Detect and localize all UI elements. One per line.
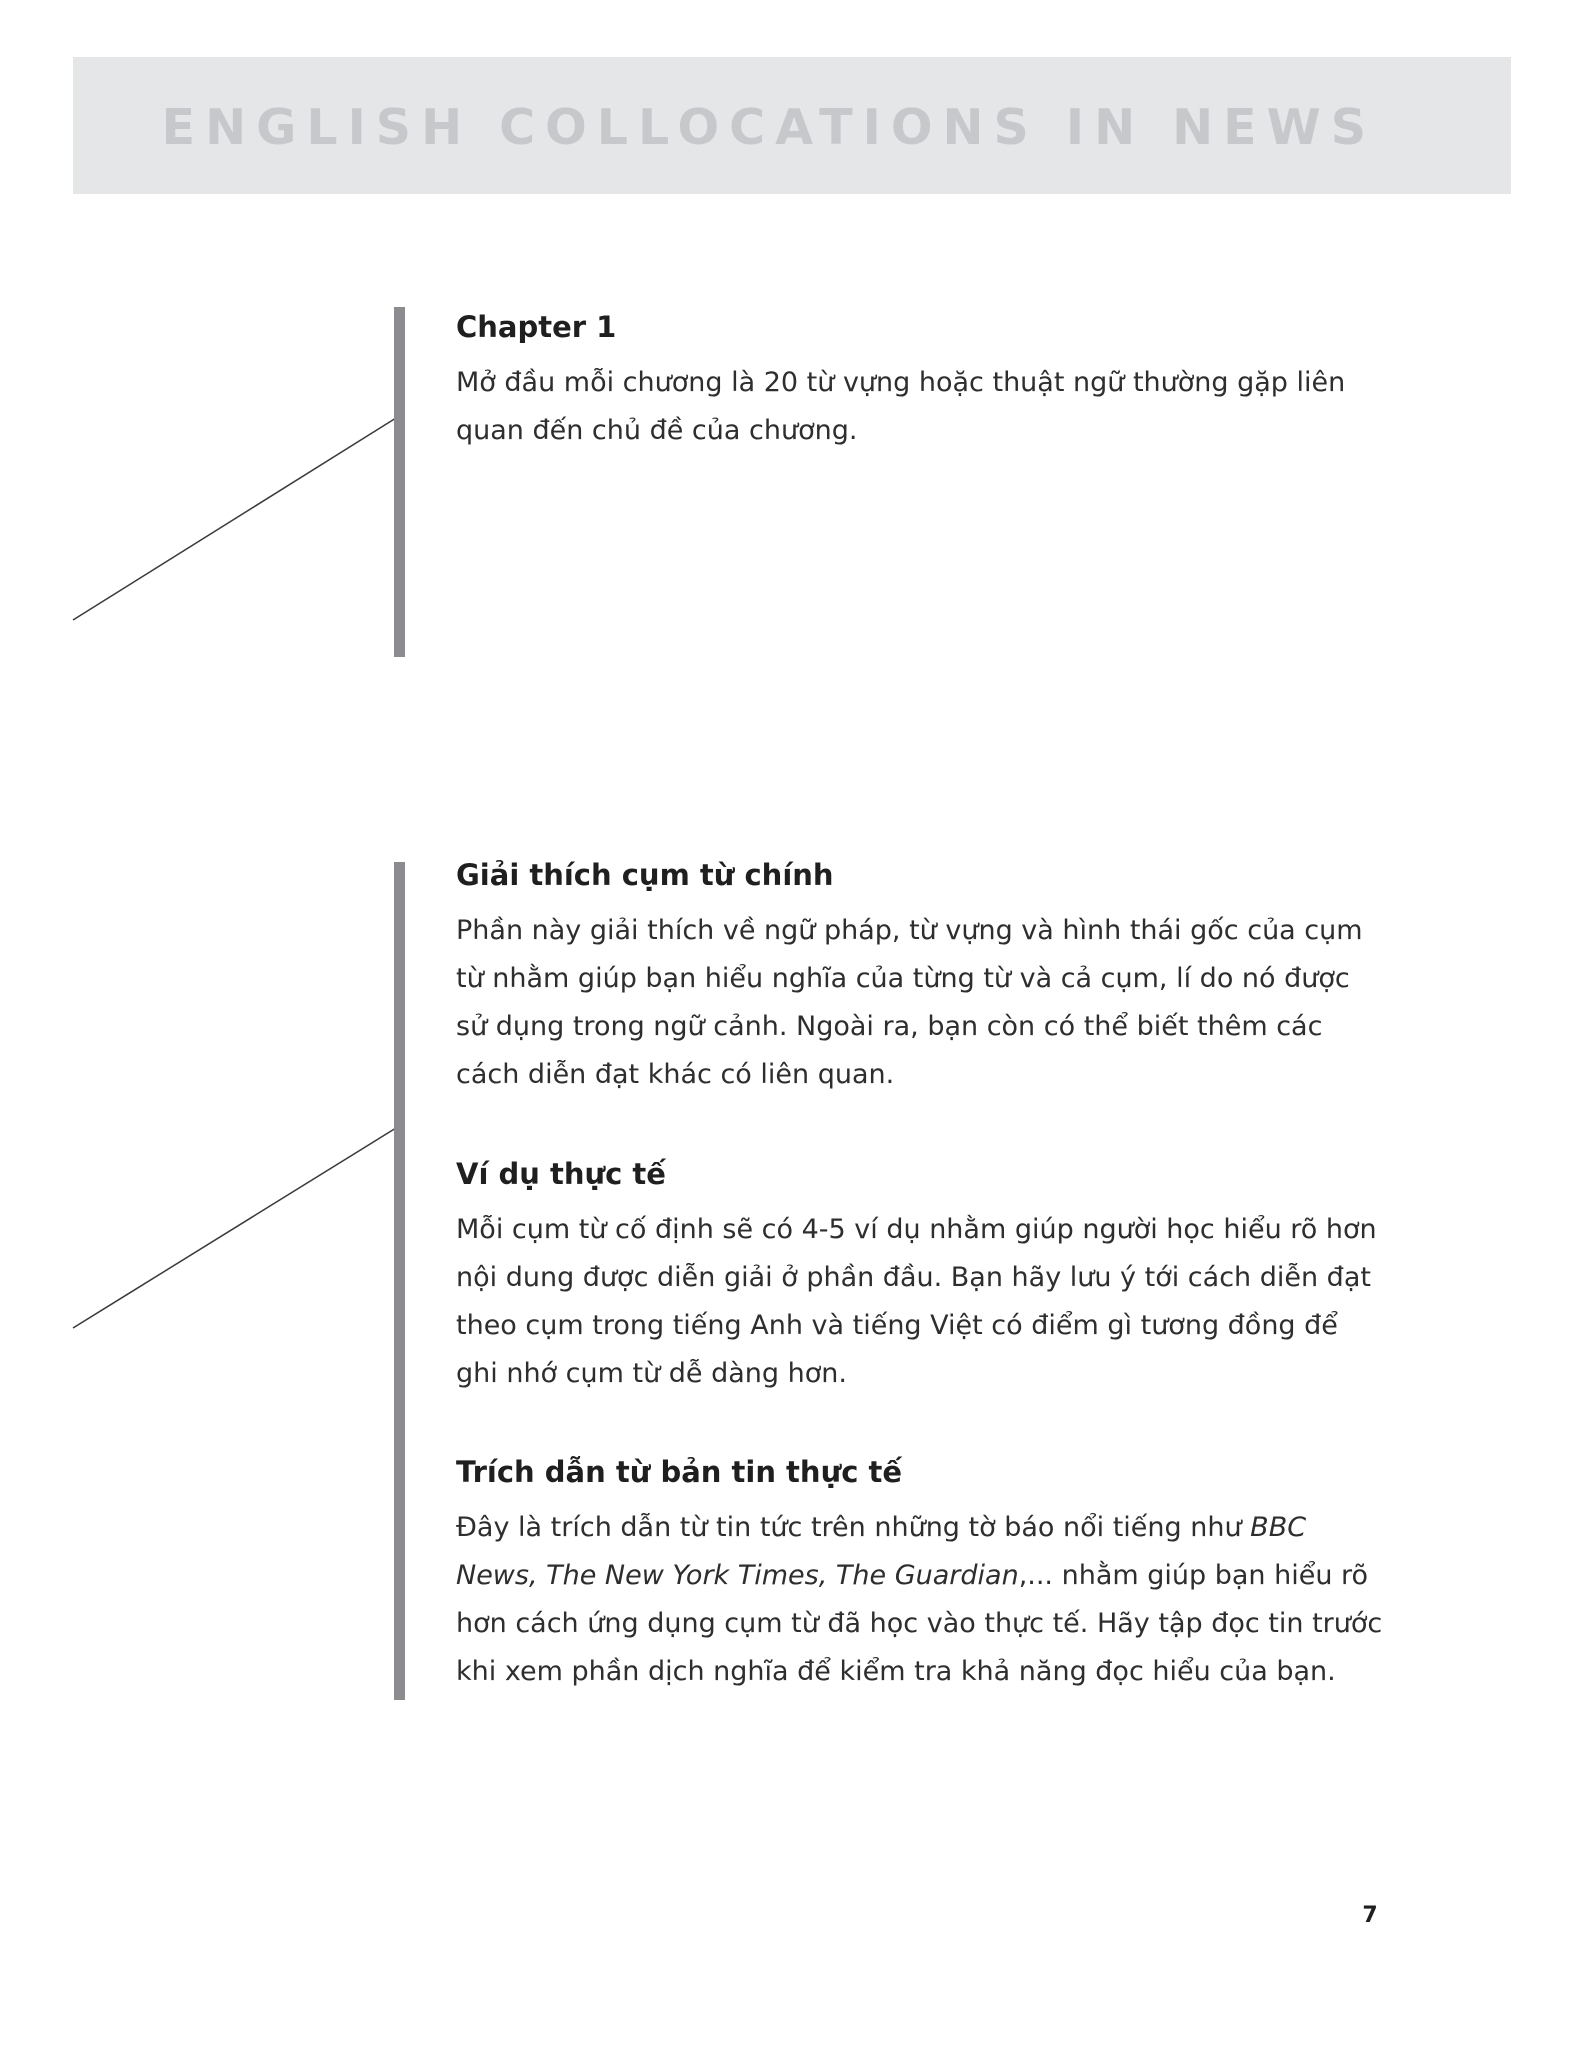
section-heading: Ví dụ thực tế bbox=[456, 1157, 666, 1191]
body-text-end: ,... nhằm giúp bạn hiểu rõ hơn cách ứng dụng cụm từ đã học vào thực tế. Hãy tập đọc tin trước khi xem phần dịch nghĩa để kiểm tra khả năng đọc hiểu của bạn. bbox=[456, 1560, 1383, 1687]
section-news-quotes bbox=[456, 1454, 1386, 1696]
section-body bbox=[456, 1504, 1386, 1696]
vertical-bar-2 bbox=[394, 862, 405, 1700]
vertical-bar-1 bbox=[394, 307, 405, 657]
section-body: Phần này giải thích về ngữ pháp, từ vựng và hình thái gốc của cụm từ nhằm giúp bạn hiểu nghĩa của từng từ và cả cụm, lí do nó được sử dụng trong ngữ cảnh. Ngoài ra, bạn còn có thể biết thêm các cách diễn đạt khác có liên quan. bbox=[456, 915, 1363, 1090]
newspaper-names: BBC News, The New York Times, The Guardian bbox=[456, 1512, 1307, 1591]
section-body: Mỗi cụm từ cố định sẽ có 4-5 ví dụ nhằm giúp người học hiểu rõ hơn nội dung được diễn giải ở phần đầu. Bạn hãy lưu ý tới cách diễn đạt theo cụm trong tiếng Anh và tiếng Việt có điểm gì tương đồng để ghi nhớ cụm từ dễ dàng hơn. bbox=[456, 1214, 1377, 1389]
section-chapter bbox=[456, 309, 1386, 455]
section-body: Mở đầu mỗi chương là 20 từ vựng hoặc thuật ngữ thường gặp liên quan đến chủ đề của chương. bbox=[456, 367, 1346, 446]
section-heading: Chapter 1 bbox=[456, 310, 617, 344]
book-title: ENGLISH COLLOCATIONS IN NEWS bbox=[161, 99, 1376, 156]
page-number: 7 bbox=[1362, 1903, 1378, 1928]
diagonal-line-2 bbox=[73, 1128, 396, 1328]
body-text-start: Đây là trích dẫn từ tin tức trên những tờ báo nổi tiếng như bbox=[456, 1512, 1251, 1543]
section-phrase-explanation bbox=[456, 857, 1386, 1099]
section-heading: Giải thích cụm từ chính bbox=[456, 858, 834, 892]
section-heading: Trích dẫn từ bản tin thực tế bbox=[456, 1455, 903, 1489]
diagonal-line-1 bbox=[73, 418, 396, 620]
header-band bbox=[73, 57, 1511, 194]
section-real-examples bbox=[456, 1156, 1386, 1398]
